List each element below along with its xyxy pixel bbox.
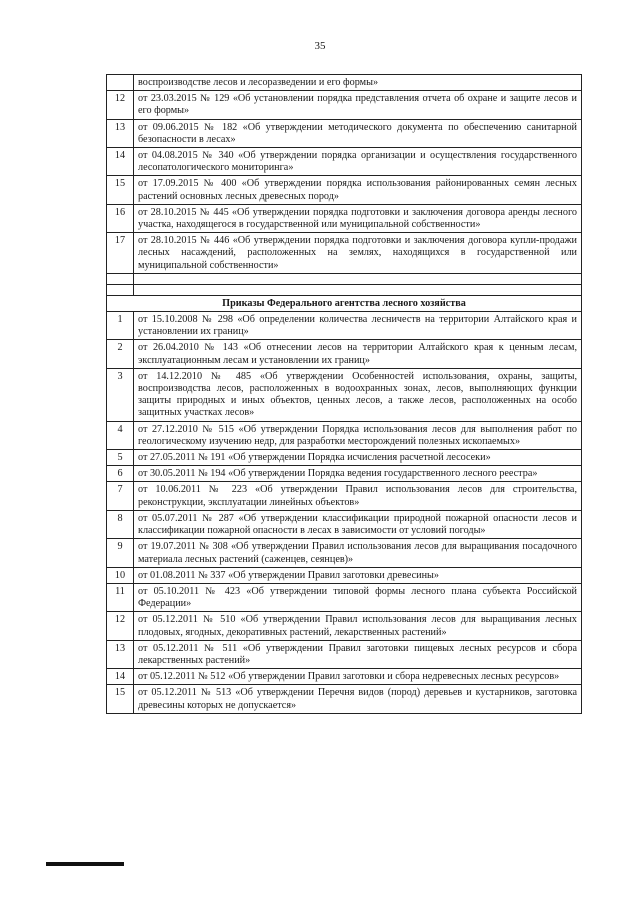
- section-header: [107, 284, 582, 311]
- row-number: 13: [107, 640, 134, 668]
- row-number: 6: [107, 466, 134, 482]
- table-row: [107, 685, 582, 713]
- table-row: [107, 612, 582, 640]
- row-number: 4: [107, 421, 134, 449]
- row-text: от 04.08.2015 № 340 «Об утверждении порядка организации и осуществления государственного лесопатологического мониторинга»: [134, 148, 582, 176]
- row-text: от 05.07.2011 № 287 «Об утверждении классификации природной пожарной опасности лесов и классификации пожарной опасности в лесах в зависимости от условий погоды»: [134, 510, 582, 538]
- row-text-cell: [134, 284, 582, 295]
- row-text: от 26.04.2010 № 143 «Об отнесении лесов на территории Алтайского края к ценным лесам, эксплуатационным лесам и установлении их границ»: [134, 340, 582, 368]
- row-number: 17: [107, 233, 134, 274]
- table-row: [107, 421, 582, 449]
- table-row: [107, 91, 582, 119]
- row-number: 8: [107, 510, 134, 538]
- table-row-spacer: [107, 273, 582, 284]
- row-number: 2: [107, 340, 134, 368]
- row-number: 12: [107, 612, 134, 640]
- row-text: от 15.10.2008 № 298 «Об определении количества лесничеств на территории Алтайского края и установлении их границ»: [134, 312, 582, 340]
- table-row: [107, 450, 582, 466]
- row-number: 5: [107, 450, 134, 466]
- row-number: 14: [107, 148, 134, 176]
- row-text-cell: [134, 273, 582, 284]
- row-text: от 05.12.2011 № 510 «Об утверждении Правил использования лесов для выращивания лесных плодовых, ягодных, декоративных растений, лекарственных растений»: [134, 612, 582, 640]
- row-text: от 27.12.2010 № 515 «Об утверждении Порядка использования лесов для выполнения работ по геологическому изучению недр, для разработки месторождений полезных ископаемых»: [134, 421, 582, 449]
- row-number: 15: [107, 176, 134, 204]
- row-number-cell: [107, 284, 134, 295]
- row-text: от 05.12.2011 № 511 «Об утверждении Правил заготовки пищевых лесных ресурсов и сбора лекарственных растений»: [134, 640, 582, 668]
- row-text: от 28.10.2015 № 446 «Об утверждении порядка подготовки и заключения договора купли-продажи лесных насаждений, расположенных на землях, находящихся в государственной или муниципальной собственности»: [134, 233, 582, 274]
- section-title: Приказы Федерального агентства лесного хозяйства: [107, 295, 582, 311]
- row-number: 7: [107, 482, 134, 510]
- row-text: от 23.03.2015 № 129 «Об установлении порядка представления отчета об охране и защите лесов и его формы»: [134, 91, 582, 119]
- table-row-continuation: [107, 75, 582, 91]
- table-row: [107, 482, 582, 510]
- row-text: от 30.05.2011 № 194 «Об утверждении Порядка ведения государственного лесного реестра»: [134, 466, 582, 482]
- table-row: [107, 233, 582, 274]
- row-text: от 14.12.2010 № 485 «Об утверждении Особенностей использования, охраны, защиты, воспроизводства лесов, расположенных в водоохранных зонах, лесов, выполняющих функции защиты природных и иных объектов, ценных лесов, а также лесов, расположенных на особо защитных участках лесов»: [134, 368, 582, 421]
- row-text: от 05.12.2011 № 513 «Об утверждении Перечня видов (пород) деревьев и кустарников, заготовка древесины которых не допускается»: [134, 685, 582, 713]
- table-row: [107, 312, 582, 340]
- table-bottom-section: [107, 312, 582, 714]
- row-number: 10: [107, 567, 134, 583]
- row-text: от 17.09.2015 № 400 «Об утверждении порядка использования районированных семян лесных растений основных лесных древесных пород»: [134, 176, 582, 204]
- row-number: 12: [107, 91, 134, 119]
- table-row: [107, 148, 582, 176]
- row-number: 13: [107, 119, 134, 147]
- row-text-cell: воспроизводстве лесов и лесоразведении и его формы»: [134, 75, 582, 91]
- row-text: от 05.10.2011 № 423 «Об утверждении типовой формы лесного плана субъекта Российской Федерации»: [134, 583, 582, 611]
- row-text: от 05.12.2011 № 512 «Об утверждении Правил заготовки и сбора недревесных лесных ресурсов»: [134, 669, 582, 685]
- table-row: [107, 583, 582, 611]
- page-number: 35: [314, 40, 326, 52]
- table-row: [107, 510, 582, 538]
- table-row-spacer: [107, 284, 582, 295]
- row-number: 16: [107, 204, 134, 232]
- table-top-section: [107, 75, 582, 285]
- table-row: [107, 204, 582, 232]
- row-text: от 01.08.2011 № 337 «Об утверждении Правил заготовки древесины»: [134, 567, 582, 583]
- table-row: [107, 340, 582, 368]
- table-row: [107, 539, 582, 567]
- table-row: [107, 669, 582, 685]
- row-number-cell: [107, 75, 134, 91]
- row-text: от 09.06.2015 № 182 «Об утверждении методического документа по обеспечению санитарной безопасности в лесах»: [134, 119, 582, 147]
- row-number-cell: [107, 273, 134, 284]
- section-title-row: [107, 295, 582, 311]
- row-number: 11: [107, 583, 134, 611]
- row-text: от 27.05.2011 № 191 «Об утверждении Порядка исчисления расчетной лесосеки»: [134, 450, 582, 466]
- signature-mark: [46, 862, 124, 866]
- row-text: от 28.10.2015 № 445 «Об утверждении порядка подготовки и заключения договора аренды лесного участка, находящегося в государственной или муниципальной собственности»: [134, 204, 582, 232]
- row-text: от 10.06.2011 № 223 «Об утверждении Правил использования лесов для строительства, реконструкции, эксплуатации линейных объектов»: [134, 482, 582, 510]
- regulations-table: [106, 74, 582, 714]
- row-number: 3: [107, 368, 134, 421]
- table-row: [107, 176, 582, 204]
- row-number: 15: [107, 685, 134, 713]
- table-row: [107, 567, 582, 583]
- table-row: [107, 466, 582, 482]
- row-text: от 19.07.2011 № 308 «Об утверждении Правил использования лесов для выращивания посадочного материала лесных растений (саженцев, сеянцев)»: [134, 539, 582, 567]
- row-number: 9: [107, 539, 134, 567]
- row-number: 14: [107, 669, 134, 685]
- table-row: [107, 640, 582, 668]
- table-row: [107, 119, 582, 147]
- table-row: [107, 368, 582, 421]
- row-number: 1: [107, 312, 134, 340]
